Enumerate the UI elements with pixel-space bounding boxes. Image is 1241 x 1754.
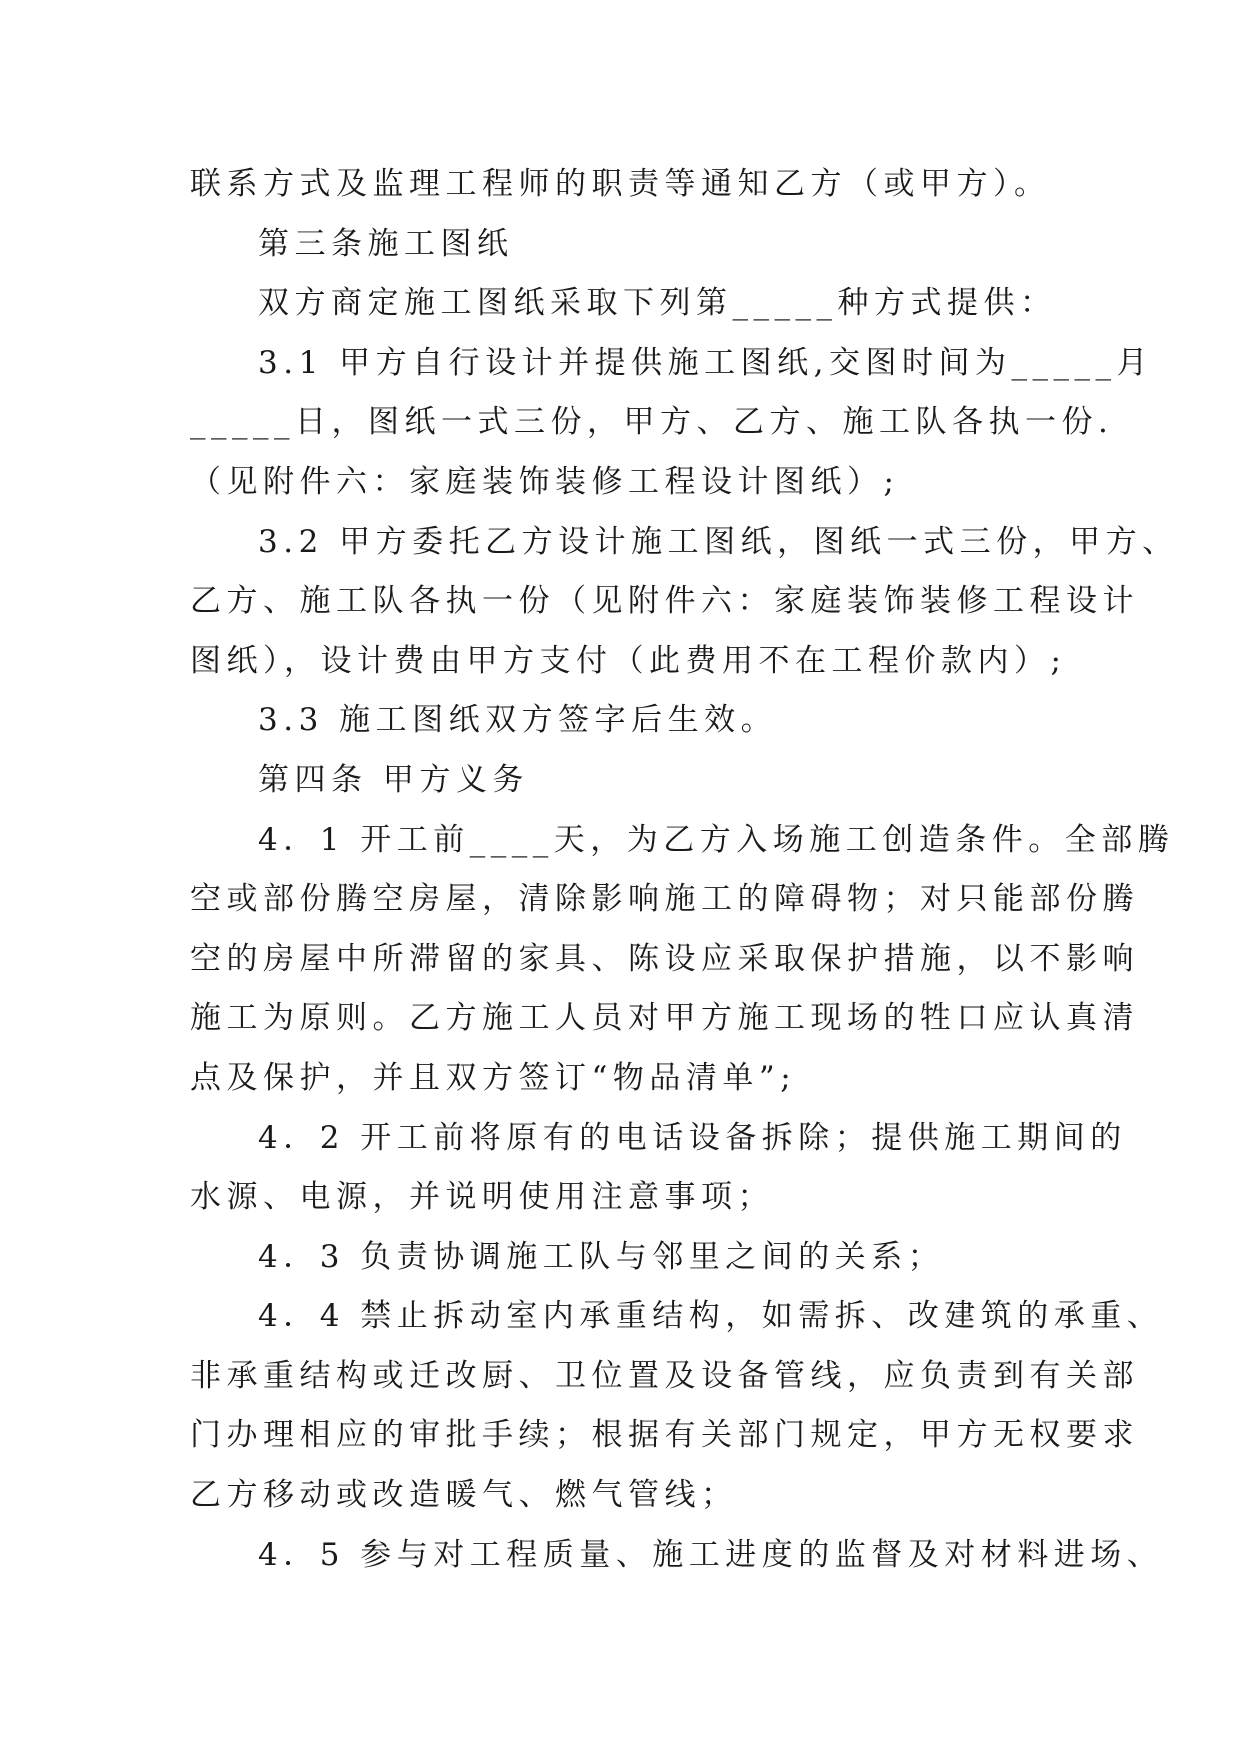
text-line: 水源、电源，并说明使用注意事项； (190, 1179, 774, 1216)
clause-line: 3.2 甲方委托乙方设计施工图纸，图纸一式三份，甲方、 (258, 523, 1179, 560)
text-line: 非承重结构或迁改厨、卫位置及设备管线，应负责到有关部 (190, 1357, 1139, 1394)
clause-line: 4．2 开工前将原有的电话设备拆除；提供施工期间的 (258, 1119, 1127, 1156)
text-line: 双方商定施工图纸采取下列第_____种方式提供： (258, 285, 1057, 322)
section-heading: 第三条施工图纸 (258, 225, 514, 262)
clause-line: 3.3 施工图纸双方签字后生效。 (258, 702, 778, 739)
text-line: （见附件六：家庭装饰装修工程设计图纸）; (190, 463, 900, 500)
section-heading: 第四条 甲方义务 (258, 761, 529, 798)
text-line: 点及保护，并且双方签订“物品清单”; (190, 1059, 797, 1096)
clause-line: 4．4 禁止拆动室内承重结构，如需拆、改建筑的承重、 (258, 1298, 1164, 1335)
text-line: 空的房屋中所滞留的家具、陈设应采取保护措施，以不影响 (190, 940, 1139, 977)
clause-line: 4．1 开工前____天，为乙方入场施工创造条件。全部腾 (258, 821, 1175, 858)
text-line: 乙方、施工队各执一份（见附件六：家庭装饰装修工程设计 (190, 583, 1139, 620)
text-line: 乙方移动或改造暖气、燃气管线； (190, 1477, 738, 1514)
text-line: 门办理相应的审批手续；根据有关部门规定，甲方无权要求 (190, 1417, 1139, 1454)
text-line: 空或部份腾空房屋，清除影响施工的障碍物；对只能部份腾 (190, 881, 1139, 918)
text-line: 施工为原则。乙方施工人员对甲方施工现场的牲口应认真清 (190, 1000, 1139, 1037)
text-line: 图纸），设计费由甲方支付（此费用不在工程价款内）; (190, 642, 1067, 679)
text-line: _____日，图纸一式三份，甲方、乙方、施工队各执一份. (190, 404, 1114, 441)
clause-line: 4．3 负责协调施工队与邻里之间的关系； (258, 1238, 945, 1275)
document-body (190, 155, 1179, 1585)
text-line: 联系方式及监理工程师的职责等通知乙方（或甲方）。 (190, 166, 1051, 202)
clause-line: 4．5 参与对工程质量、施工进度的监督及对材料进场、 (258, 1536, 1164, 1573)
clause-line: 3.1 甲方自行设计并提供施工图纸,交图时间为_____月 (258, 344, 1154, 381)
